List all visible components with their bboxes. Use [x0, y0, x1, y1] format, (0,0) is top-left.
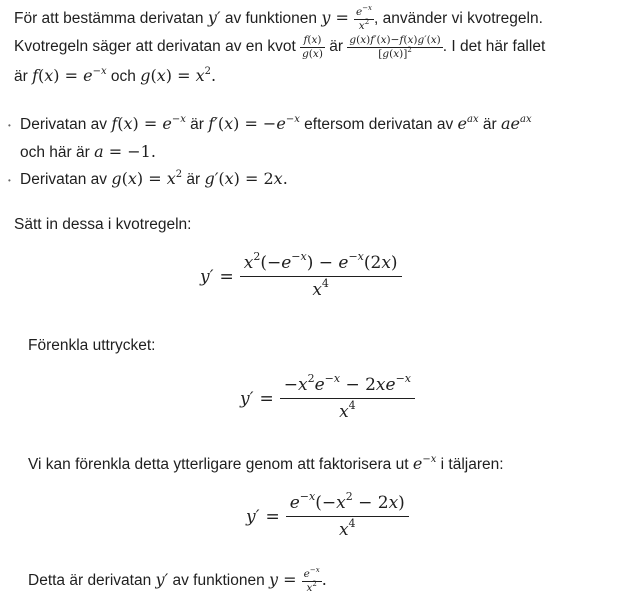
text: Vi kan förenkla detta ytterligare genom att faktorisera ut: [28, 456, 413, 473]
text: Kvotregeln säger att derivatan av en kvot: [14, 38, 301, 56]
text: av funktionen: [168, 572, 270, 590]
bullet-1-line-2: och här är a = −1.: [20, 142, 156, 161]
section-insert: [14, 216, 192, 234]
equation-2: y′ = $\frac{-x^2e^{-x} - 2xe^{-x}}{x^4}$: [240, 377, 415, 421]
text: Derivatan av: [20, 171, 112, 188]
text: av funktionen: [220, 10, 322, 28]
fraction-f-over-g: $\frac{f(x)}{g(x)}$: [302, 34, 323, 60]
text: är: [185, 116, 209, 133]
text: är: [182, 171, 205, 188]
section-factor: Vi kan förenkla detta ytterligare genom att faktorisera ut $e^{-x}$ i täljaren:: [28, 454, 504, 473]
bullet-1-line-1: Derivatan av $f(x) = e^{-x}$ är $f'(x) = -e^{-x}$ eftersom derivatan av $e^{ax}$ är $ae^{ax}$: [20, 114, 532, 133]
text: Sätt in dessa i kvotregeln:: [14, 216, 192, 233]
text: är: [14, 68, 33, 85]
text: . I det här fallet: [442, 38, 546, 56]
text: i täljaren:: [436, 456, 504, 473]
equation-3: y′ = $\frac{e^{-x}(-x^2 - 2x)}{x^4}$: [246, 495, 409, 539]
text: Detta är derivatan: [28, 572, 156, 590]
bullet-2-line: Derivatan av $g(x) = x^2$ är g′(x) = 2x.: [20, 169, 288, 188]
text: eftersom derivatan av: [299, 116, 458, 133]
equation-1-fraction: $\frac{x^2(-e^{-x}) - e^{-x}(2x)}{x^4}$: [240, 255, 402, 299]
equation-3-fraction: $\frac{e^{-x}(-x^2 - 2x)}{x^4}$: [286, 495, 409, 539]
intro-line-1: För att bestämma derivatan y′ av funktionen y = $\frac{e^{-x}}{x^2}$ , använder vi kvotregeln.: [14, 4, 543, 32]
text: och här är: [20, 144, 95, 161]
bullet-marker: •: [8, 121, 11, 130]
intro-line-2: [14, 35, 545, 59]
text: är: [324, 38, 348, 56]
fraction-y: $\frac{e^{-x}}{x^2}$: [355, 4, 373, 32]
fraction-y: $\frac{e^{-x}}{x^2}$: [303, 566, 320, 594]
conclusion: Detta är derivatan y′ av funktionen y = $\frac{e^{-x}}{x^2}$ .: [28, 566, 327, 594]
fraction-quotient-rule: $\frac{g(x)f'(x)-f(x)g'(x)}{[g(x)]^2}$: [349, 34, 441, 60]
text: är: [478, 116, 501, 133]
text: Derivatan av: [20, 116, 112, 133]
section-simplify: [28, 337, 156, 355]
text: , använder vi kvotregeln.: [374, 10, 543, 28]
text: och: [106, 68, 141, 85]
bullet-marker: •: [8, 176, 11, 185]
intro-line-3: är $f(x) = e^{-x}$ och $g(x) = x^2$.: [14, 66, 217, 85]
text: För att bestämma derivatan: [14, 10, 208, 28]
equation-1: y′ = $\frac{x^2(-e^{-x}) - e^{-x}(2x)}{x^4}$: [200, 255, 402, 299]
equation-2-fraction: $\frac{-x^2e^{-x} - 2xe^{-x}}{x^4}$: [280, 377, 415, 421]
text: Förenkla uttrycket:: [28, 337, 156, 354]
